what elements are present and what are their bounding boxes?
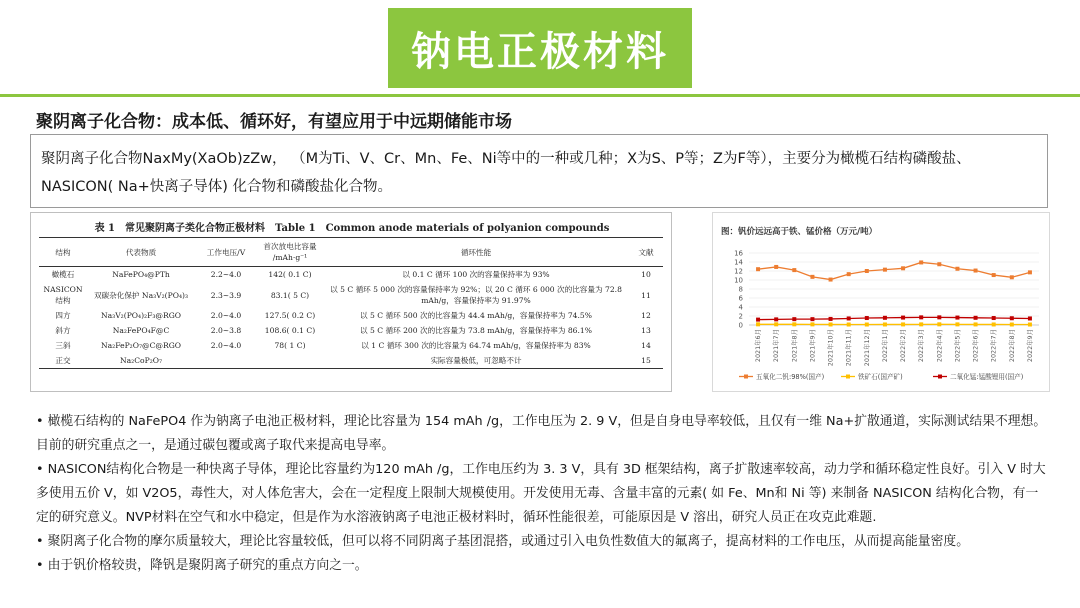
title-banner [388,8,692,88]
data-point [883,322,887,326]
data-point [901,316,905,320]
cell-ref: 12 [641,311,651,320]
data-point [883,268,887,272]
table-row [39,282,663,308]
data-point [774,322,778,326]
data-point [937,262,941,266]
data-point [847,316,851,320]
data-point [919,315,923,319]
y-tick-label: 6 [738,294,743,303]
data-point [955,316,959,320]
cell-voltage: 2.0~4.0 [210,341,242,350]
header-struct: 结构 [39,238,87,267]
cell-material: Na₂FeP₂O₇@C@RGO [101,341,181,350]
data-point [1028,316,1032,320]
cell-voltage: 2.0~3.8 [210,326,242,335]
y-tick-label: 10 [734,276,743,285]
data-point [810,317,814,321]
cell-struct: NASICON 结构 [43,285,83,305]
data-point [974,269,978,273]
x-tick-label: 2022年4月 [935,329,944,363]
data-point [974,316,978,320]
data-point [829,322,833,326]
x-tick-label: 2021年9月 [808,329,817,363]
header-material: 代表物质 [87,238,195,267]
data-point [937,322,941,326]
legend-marker [938,375,942,379]
data-point [992,322,996,326]
bullet-item: • 由于钒价格较贵，降钒是聚阴离子研究的重点方向之一。 [36,558,368,573]
x-tick-label: 2022年2月 [899,329,908,363]
x-tick-label: 2022年8月 [1007,329,1016,363]
table-row [39,308,663,323]
cell-struct: 斜方 [55,326,71,335]
x-tick-label: 2022年6月 [971,329,980,363]
cell-ref: 15 [629,353,663,369]
data-point [829,278,833,282]
bullet-item: • 聚阴离子化合物的摩尔质量较大，理论比容量较低，但可以将不同阴离子基团混搭，或通过引入电负性数值大的氟离子，提高材料的工作电压，从而提高能量密度。 [36,534,969,549]
data-point [1010,275,1014,279]
x-tick-label: 2021年8月 [790,329,799,363]
x-tick-label: 2022年9月 [1025,329,1034,363]
cell-material: Na₂FePO₄F@C [112,326,170,335]
data-point [1028,270,1032,274]
cell-capacity [257,353,323,369]
intro-text: 聚阴离子化合物NaxMy(XaOb)zZw， （M为Ti、V、Cr、Mn、Fe、Ni等中的一种或几种；X为S、P等；Z为F等），主要分为橄榄石结构磷酸盐、NASICON( Na+快离子导体) 化合物和磷酸盐化合物。 [41,151,971,195]
cell-material: Na₂CoP₂O₇ [87,353,195,369]
cell-struct: 正交 [39,353,87,369]
cell-struct: 四方 [55,311,71,320]
y-tick-label: 4 [738,303,743,312]
data-point [937,315,941,319]
data-point [865,269,869,273]
data-point [829,317,833,321]
data-point [883,316,887,320]
price-chart-svg [713,213,1051,393]
data-point [1028,323,1032,327]
y-tick-label: 8 [738,285,743,294]
cell-capacity: 142( 0.1 C) [268,270,312,279]
table-caption: 表 1 常见聚阴离子类化合物正极材料 Table 1 Common anode materials of polyanion compounds [94,223,610,234]
data-point [901,266,905,270]
price-chart [712,212,1050,392]
data-point [992,316,996,320]
data-point [847,272,851,276]
data-point [974,322,978,326]
cell-voltage: 2.2~4.0 [210,270,242,279]
data-point [756,267,760,271]
bullet-item: • NASICON结构化合物是一种快离子导体，理论比容量约为120 mAh /g，工作电压约为 3. 3 V，具有 3D 框架结构，离子扩散速率较高，动力学和循环稳定性良好。引入 V 时大多使用五价 V，如 V2O5，毒性大，对人体危害大，会在一定程度上限制大规模使用。开发使用无毒、含量丰富的元素( 如 Fe、Mn和 Ni 等) 来制备 NASICON 结构化合物，有一定的研究意义。NVP材料在空气和水中稳定，但是作为水溶液钠离子电池正极材料时，循环性能很差，可能原因是 V 溶出，研究人员正在攻克此难题. [36,462,1046,525]
cell-ref: 11 [641,290,651,300]
data-point [955,322,959,326]
materials-table [39,237,663,369]
page-title: 钠电正极材料 [411,28,669,75]
data-point [756,322,760,326]
cell-material: NaFePO₄@PTh [112,270,170,279]
x-tick-label: 2022年7月 [989,329,998,363]
data-point [1010,323,1014,327]
cell-struct: 橄榄石 [51,270,75,279]
legend-label: 五氧化二钒:98%(国产) [756,373,825,381]
data-point [1010,316,1014,320]
table-row [39,323,663,338]
x-tick-label: 2022年3月 [917,329,926,363]
data-point [919,260,923,264]
series-line [758,317,1030,319]
cell-voltage: 2.3~3.9 [210,290,242,300]
table-header-row [39,238,663,267]
cell-material: Na₃V₂(PO₄)₂F₃@RGO [100,311,181,320]
cell-cycle: 实际容量极低，可忽略不计 [323,353,629,369]
header-capacity: 首次放电比容量 /mAh·g⁻¹ [257,238,323,267]
data-point [792,317,796,321]
data-point [810,322,814,326]
x-tick-label: 2021年10月 [826,329,835,367]
y-tick-label: 0 [738,321,743,330]
table-row [39,338,663,353]
legend-label: 二氧化锰:锰酸锂用(国产) [950,373,1024,381]
cell-cycle: 以 5 C 循环 200 次的比容量为 73.8 mAh/g，容量保持率为 86.1% [360,326,592,335]
header-voltage: 工作电压/V [195,238,257,267]
data-point [901,322,905,326]
intro-box [30,134,1048,208]
cell-cycle: 以 1 C 循环 300 次的比容量为 64.74 mAh/g，容量保持率为 83% [361,341,591,350]
cell-cycle: 以 5 C 循环 500 次的比容量为 44.4 mAh/g，容量保持率为 74.5% [360,311,592,320]
data-point [774,317,778,321]
table-row [39,353,663,369]
x-tick-label: 2021年11月 [844,329,853,367]
y-tick-label: 2 [738,312,743,321]
data-point [792,322,796,326]
cell-voltage: 2.0~4.0 [210,311,242,320]
chart-title: 图：钒价远远高于铁、锰价格（万元/吨） [721,227,878,237]
legend-marker [744,375,748,379]
legend-marker [846,375,850,379]
data-point [810,275,814,279]
data-point [865,323,869,327]
cell-cycle: 以 5 C 循环 5 000 次的容量保持率为 92%；以 20 C 循环 6 000 次的比容量为 72.8 mAh/g，容量保持率为 91.97% [330,285,622,305]
data-point [992,273,996,277]
data-point [919,322,923,326]
cell-cycle: 以 0.1 C 循环 100 次的容量保持率为 93% [402,270,550,279]
cell-capacity: 83.1( 5 C) [270,290,310,300]
data-point [847,323,851,327]
title-divider [0,94,1080,97]
y-tick-label: 16 [734,249,743,258]
y-tick-label: 12 [734,267,743,276]
x-tick-label: 2022年1月 [880,329,889,363]
cell-ref: 10 [641,270,651,279]
header-cycle: 循环性能 [323,238,629,267]
cell-capacity: 78( 1 C) [274,341,306,350]
legend-label: 铁矿石(国产矿) [858,373,903,381]
y-tick-label: 14 [734,258,743,267]
bullet-list [36,410,1048,578]
x-tick-label: 2021年12月 [862,329,871,367]
table-row [39,267,663,283]
cell-ref: 13 [641,326,651,335]
bullet-item: • 橄榄石结构的 NaFePO4 作为钠离子电池正极材料，理论比容量为 154 mAh /g，工作电压为 2. 9 V，但是自身电导率较低，且仅有一维 Na+扩散通道，实际测试结果不理想。目前的研究重点之一，是通过碳包覆或离子取代来提高电导率。 [36,414,1047,453]
cell-capacity: 127.5( 0.2 C) [264,311,316,320]
cell-ref: 14 [641,341,651,350]
x-tick-label: 2021年6月 [754,329,763,363]
cell-capacity: 108.6( 0.1 C) [264,326,316,335]
title-bar [0,0,1080,94]
data-point [865,316,869,320]
materials-table-image [30,212,672,392]
data-point [955,267,959,271]
x-tick-label: 2022年5月 [953,329,962,363]
section-subtitle: 聚阴离子化合物：成本低、循环好，有望应用于中远期储能市场 [36,112,512,132]
data-point [756,318,760,322]
cell-voltage [195,353,257,369]
cell-material: 双碳杂化保护 Na₃V₂(PO₄)₃ [93,290,189,300]
header-ref: 文献 [629,238,663,267]
cell-struct: 三斜 [55,341,71,350]
x-tick-label: 2021年7月 [772,329,781,363]
data-point [774,265,778,269]
data-point [792,268,796,272]
